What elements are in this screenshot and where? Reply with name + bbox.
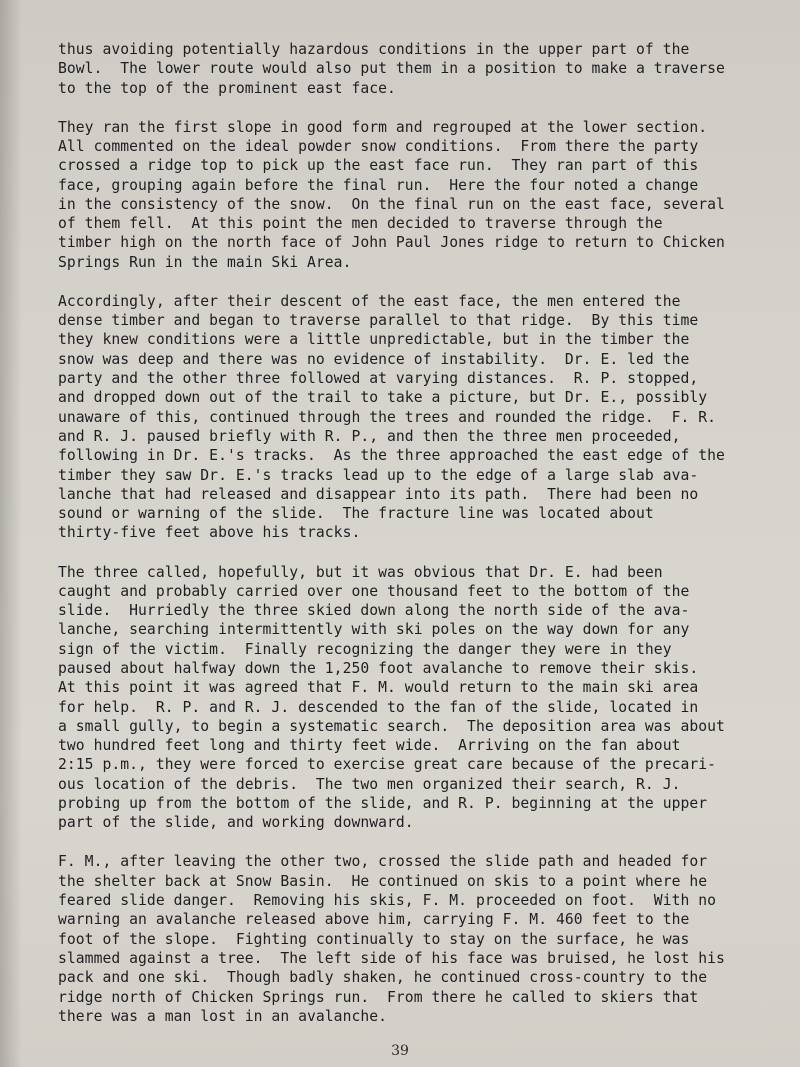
- text-line: lanche that had released and disappear into its path. There had been no: [58, 485, 699, 503]
- text-line: F. M., after leaving the other two, crossed the slide path and headed for: [58, 853, 708, 871]
- text-line: and dropped down out of the trail to take a picture, but Dr. E., possibly: [58, 389, 708, 407]
- text-line: thus avoiding potentially hazardous conditions in the upper part of the: [58, 41, 690, 58]
- text-line: and R. J. paused briefly with R. P., and then the three men proceeded,: [58, 427, 681, 445]
- text-line: of them fell. At this point the men decided to traverse through the: [58, 215, 663, 233]
- text-line: two hundred feet long and thirty feet wide. Arriving on the fan about: [58, 737, 681, 755]
- text-line: timber high on the north face of John Paul Jones ridge to return to Chicken: [58, 234, 725, 252]
- text-line: following in Dr. E.'s tracks. As the three approached the east edge of the: [58, 447, 725, 465]
- text-line: probing up from the bottom of the slide, and R. P. beginning at the upper: [58, 795, 708, 813]
- paragraph-3: [58, 292, 778, 543]
- text-line: face, grouping again before the final run. Here the four noted a change: [58, 176, 699, 194]
- paragraph-5: [58, 852, 778, 1026]
- document-body: [58, 40, 778, 1046]
- text-line: foot of the slope. Fighting continually to stay on the surface, he was: [58, 930, 690, 948]
- text-line: Springs Run in the main Ski Area.: [58, 253, 352, 271]
- text-line: to the top of the prominent east face.: [58, 79, 396, 97]
- text-line: in the consistency of the snow. On the final run on the east face, several: [58, 195, 725, 213]
- text-line: paused about halfway down the 1,250 foot avalanche to remove their skis.: [58, 660, 699, 677]
- text-line: part of the slide, and working downward.: [58, 814, 414, 832]
- text-line: sign of the victim. Finally recognizing the danger they were in they: [58, 640, 672, 658]
- text-line: party and the other three followed at varying distances. R. P. stopped,: [58, 370, 699, 388]
- text-line: pack and one ski. Though badly shaken, he continued cross-country to the: [58, 969, 708, 987]
- paragraph-2: [58, 118, 778, 272]
- text-line: lanche, searching intermittently with ski poles on the way down for any: [58, 621, 690, 639]
- text-line: warning an avalanche released above him, carrying F. M. 460 feet to the: [58, 911, 690, 929]
- text-line: sound or warning of the slide. The fracture line was located about: [58, 505, 654, 523]
- text-line: caught and probably carried over one thousand feet to the bottom of the: [58, 582, 690, 600]
- text-line: Accordingly, after their descent of the east face, the men entered the: [58, 292, 681, 310]
- text-line: crossed a ridge top to pick up the east face run. They ran part of this: [58, 157, 699, 175]
- text-line: dense timber and began to traverse parallel to that ridge. By this time: [58, 312, 699, 330]
- text-line: a small gully, to begin a systematic search. The deposition area was about: [58, 717, 725, 735]
- text-line: They ran the first slope in good form and regrouped at the lower section.: [58, 118, 708, 136]
- text-line: ridge north of Chicken Springs run. From there he called to skiers that: [58, 988, 699, 1006]
- text-line: feared slide danger. Removing his skis, F. M. proceeded on foot. With no: [58, 892, 717, 910]
- text-line: there was a man lost in an avalanche.: [58, 1007, 388, 1025]
- text-line: All commented on the ideal powder snow conditions. From there the party: [58, 137, 699, 155]
- text-line: for help. R. P. and R. J. descended to the fan of the slide, located in: [58, 698, 699, 716]
- text-line: slammed against a tree. The left side of his face was bruised, he lost his: [58, 949, 725, 967]
- paragraph-4: [58, 563, 778, 833]
- text-line: unaware of this, continued through the trees and rounded the ridge. F. R.: [58, 408, 717, 426]
- text-line: Bowl. The lower route would also put them in a position to make a traverse: [58, 60, 725, 78]
- text-line: snow was deep and there was no evidence of instability. Dr. E. led the: [58, 350, 690, 368]
- text-line: At this point it was agreed that F. M. would return to the main ski area: [58, 679, 699, 697]
- text-line: thirty-five feet above his tracks.: [58, 524, 361, 542]
- page-number: 39: [391, 1043, 409, 1059]
- text-line: the shelter back at Snow Basin. He continued on skis to a point where he: [58, 872, 708, 890]
- text-line: ous location of the debris. The two men organized their search, R. J.: [58, 775, 681, 793]
- paragraph-1: [58, 40, 778, 98]
- page-edge-shadow: [0, 0, 22, 1067]
- text-line: The three called, hopefully, but it was obvious that Dr. E. had been: [58, 563, 663, 581]
- text-line: timber they saw Dr. E.'s tracks lead up to the edge of a large slab ava-: [58, 466, 699, 484]
- text-line: slide. Hurriedly the three skied down along the north side of the ava-: [58, 602, 690, 620]
- text-line: 2:15 p.m., they were forced to exercise great care because of the precari-: [58, 756, 717, 774]
- text-line: they knew conditions were a little unpredictable, but in the timber the: [58, 331, 690, 349]
